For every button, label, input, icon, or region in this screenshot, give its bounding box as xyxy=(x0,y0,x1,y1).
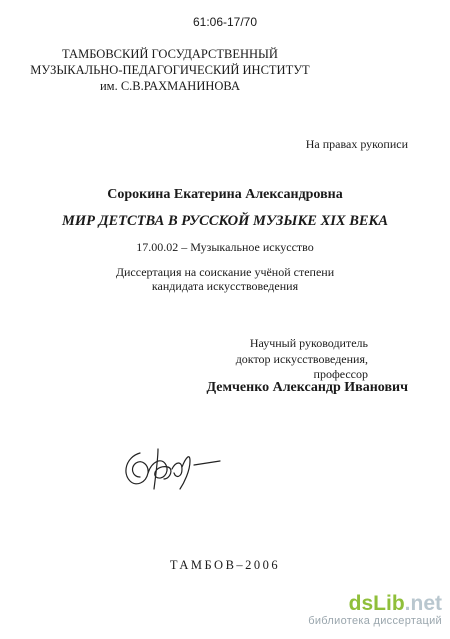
logo-part-1: dsLib xyxy=(348,592,405,615)
institution-line-2: МУЗЫКАЛЬНО-ПЕДАГОГИЧЕСКИЙ ИНСТИТУТ xyxy=(30,63,310,77)
city-year: ТАМБОВ–2006 xyxy=(169,558,281,572)
dissertation-degree-line-1: Диссертация на соискание учёной степени xyxy=(115,265,335,279)
dslib-logo xyxy=(308,593,442,615)
institution-line-3: им. С.В.РАХМАНИНОВА xyxy=(99,79,240,93)
logo-part-2: .net xyxy=(404,592,442,615)
rights-note: На правах рукописи xyxy=(305,137,408,151)
supervisor-title: профессор xyxy=(313,367,368,381)
catalog-number: 61:06-17/70 xyxy=(192,15,258,29)
author-name: Сорокина Екатерина Александровна xyxy=(107,187,343,202)
watermark xyxy=(308,593,442,627)
watermark-subtitle: библиотека диссертаций xyxy=(308,615,442,627)
supervisor-role: Научный руководитель xyxy=(249,336,368,350)
institution-line-1: ТАМБОВСКИЙ ГОСУДАРСТВЕННЫЙ xyxy=(62,47,278,61)
supervisor-degree: доктор искусствоведения, xyxy=(235,352,368,366)
dissertation-degree-line-2: кандидата искусствоведения xyxy=(151,279,299,293)
handwritten-signature xyxy=(118,443,223,495)
dissertation-title: МИР ДЕТСТВА В РУССКОЙ МУЗЫКЕ XIX ВЕКА xyxy=(61,213,389,229)
specialty-code: 17.00.02 – Музыкальное искусство xyxy=(136,240,314,254)
supervisor-name: Демченко Александр Иванович xyxy=(206,380,408,395)
